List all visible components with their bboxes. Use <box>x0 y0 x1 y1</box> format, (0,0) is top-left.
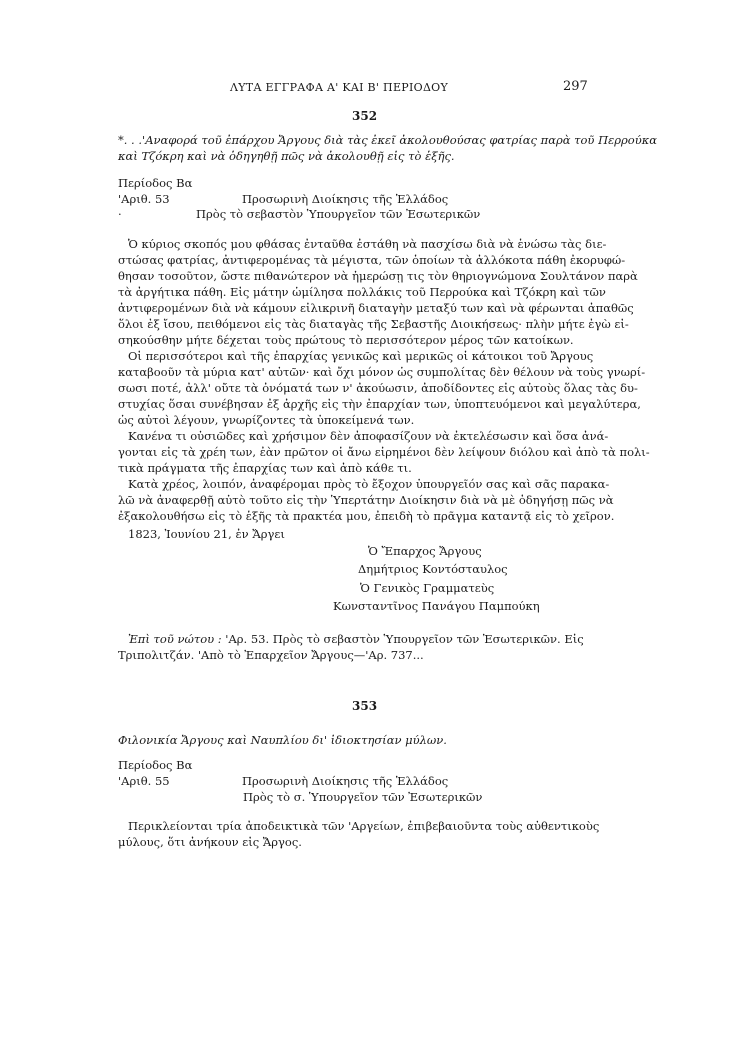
period-label: Περίοδος Βα <box>118 176 193 190</box>
body-line: θησαν τοσοῦτον, ὥστε πιθανώτερον νὰ ἡμερώσῃ τις τὸν θηριογνώμονα Σουλτάνον παρὰ <box>118 269 638 283</box>
verso-label: Ἐπὶ τοῦ νώτου : <box>128 632 222 646</box>
signature-line: Ὁ Γενικὸς Γραμματεὺς <box>360 581 495 595</box>
recipient: Πρὸς τὸ σεβαστὸν Ὑπουργεῖον τῶν Ἐσωτερικῶν <box>196 207 481 221</box>
dash-mark: · <box>118 207 122 221</box>
body-line: Κανένα τι οὐσιῶδες καὶ χρήσιμον δὲν ἀποφασίζουν νὰ ἐκτελέσωσιν καὶ ὅσα ἀνά- <box>128 429 609 443</box>
verso-text-continued: Τριπολιτζάν. 'Απὸ τὸ Ἐπαρχεῖον Ἄργους—'Αρ. 737... <box>118 648 424 662</box>
body-line: σηκούσθην μήτε δέχεται τοὺς πρώτους τὸ περισσότερον μέρος τῶν κατοίκων. <box>118 333 574 347</box>
body-line: στώσας φατρίας, ἀντιφερομένας τὰ μέγιστα, τῶν ὁποίων τὰ ἀλλόκοτα πάθη ἐκορυφώ- <box>118 253 626 267</box>
date-line: 1823, Ἰουνίου 21, ἐν Ἄργει <box>128 527 285 541</box>
body-line: λῶ νὰ ἀναφερθῇ αὐτὸ τοῦτο εἰς τὴν Ὑπερτάτην Διοίκησιν διὰ νὰ μὲ ὁδηγήσῃ πῶς νὰ <box>118 493 614 507</box>
body-line: Οἱ περισσότεροι καὶ τῆς ἐπαρχίας γενικῶς καὶ μερικῶς οἱ κάτοικοι τοῦ Ἄργους <box>128 349 594 363</box>
page-number: 297 <box>563 79 588 94</box>
signature-line: Ὁ Ἔπαρχος Ἄργους <box>368 544 482 558</box>
verso-note <box>128 631 584 647</box>
document-number: 352 <box>352 109 378 123</box>
verso-text: 'Αρ. 53. Πρὸς τὸ σεβαστὸν Ὑπουργεῖον τῶν Ἐσωτερικῶν. Εἰς <box>225 632 584 646</box>
body-line: ὡς αὐτοὶ λέγουν, γνωρίζοντες τὰ ὑποκείμενά των. <box>118 413 415 427</box>
body-line: σωσι ποτέ, ἀλλ' οὔτε τὰ ὀνόματά των ν' ἀκούωσιν, ἀποδίδοντες εἰς αὐτοὺς ὅλας τὰς δυ- <box>118 381 638 395</box>
body-line: ἀντιφερομένων διὰ νὰ κάμουν εἰλικρινῆ διαταγὴν μεταξύ των καὶ νὰ φέρωνται ἀπαθῶς <box>118 301 634 315</box>
body-line: μύλους, ὅτι ἀνήκουν εἰς Ἄργος. <box>118 835 302 849</box>
issuer: Προσωρινὴ Διοίκησις τῆς Ἑλλάδος <box>242 774 449 788</box>
signature-line: Κωνσταντῖνος Πανάγου Παμπούκη <box>333 599 540 613</box>
document-summary: Φιλονικία Ἄργους καὶ Ναυπλίου δι' ἰδιοκτησίαν μύλων. <box>118 733 447 747</box>
body-line: τικὰ πράγματα τῆς ἐπαρχίας των καὶ ἀπὸ κάθε τι. <box>118 461 412 475</box>
body-line: στυχίας ὅσαι συνέβησαν ἐξ ἀρχῆς εἰς τὴν ἐπαρχίαν των, ὑποπτευόμενοι καὶ μεγαλύτερα, <box>118 397 641 411</box>
running-title: ΛΥΤΑ ΕΓΓΡΑΦΑ Α' ΚΑΙ Β' ΠΕΡΙΟΔΟΥ <box>230 81 449 94</box>
period-label: Περίοδος Βα <box>118 758 193 772</box>
body-line: Ὁ κύριος σκοπός μου φθάσας ἐνταῦθα ἐστάθη νὰ πασχίσω διὰ νὰ ἑνώσω τὰς διε- <box>128 237 607 251</box>
reference-number: 'Αριθ. 53 <box>118 192 170 206</box>
document-number: 353 <box>352 699 378 713</box>
body-line: ἐξακολουθήσω εἰς τὸ ἑξῆς τὰ πρακτέα μου, ἐπειδὴ τὸ πρᾶγμα καταντᾷ εἰς τὸ χεῖρον. <box>118 509 615 523</box>
document-summary-line: καὶ Τζόκρη καὶ νὰ ὁδηγηθῇ πῶς νὰ ἀκολουθῇ εἰς τὸ ἑξῆς. <box>118 149 455 163</box>
issuer: Προσωρινὴ Διοίκησις τῆς Ἑλλάδος <box>242 192 449 206</box>
signature-line: Δημήτριος Κοντόσταυλος <box>358 562 508 576</box>
reference-number: 'Αριθ. 55 <box>118 774 170 788</box>
body-line: τὰ ἀργήτικα πάθη. Εἰς μάτην ὡμίλησα πολλάκις τοῦ Περρούκα καὶ Τζόκρη καὶ τῶν <box>118 285 606 299</box>
body-line: καταβοοῦν τὰ μύρια κατ' αὐτῶν· καὶ ὄχι μόνον ὡς συμπολίτας δὲν θέλουν νὰ τοὺς γνωρί- <box>118 365 646 379</box>
recipient: Πρὸς τὸ σ. Ὑπουργεῖον τῶν Ἐσωτερικῶν <box>243 790 483 804</box>
body-line: Περικλείονται τρία ἀποδεικτικὰ τῶν 'Αργείων, ἐπιβεβαιοῦντα τοὺς αὐθεντικοὺς <box>128 819 600 833</box>
body-line: γονται εἰς τὰ χρέη των, ἐὰν πρῶτον οἱ ἄνω εἰρημένοι δὲν λείψουν διόλου καὶ ἀπὸ τὰ πολι- <box>118 445 650 459</box>
body-line: Κατὰ χρέος, λοιπόν, ἀναφέρομαι πρὸς τὸ ἔξοχον ὑπουργεῖόν σας καὶ σᾶς παρακα- <box>128 477 610 491</box>
document-summary-line: *. . .'Αναφορά τοῦ ἐπάρχου Ἄργους διὰ τὰς ἐκεῖ ἀκολουθούσας φατρίας παρὰ τοῦ Περρούκα <box>118 133 658 147</box>
body-line: ὅλοι ἐξ ἴσου, πειθόμενοι εἰς τὰς διαταγὰς τῆς Σεβαστῆς Διοικήσεως· πλὴν μήτε ἐγὼ εἰ- <box>118 317 629 331</box>
